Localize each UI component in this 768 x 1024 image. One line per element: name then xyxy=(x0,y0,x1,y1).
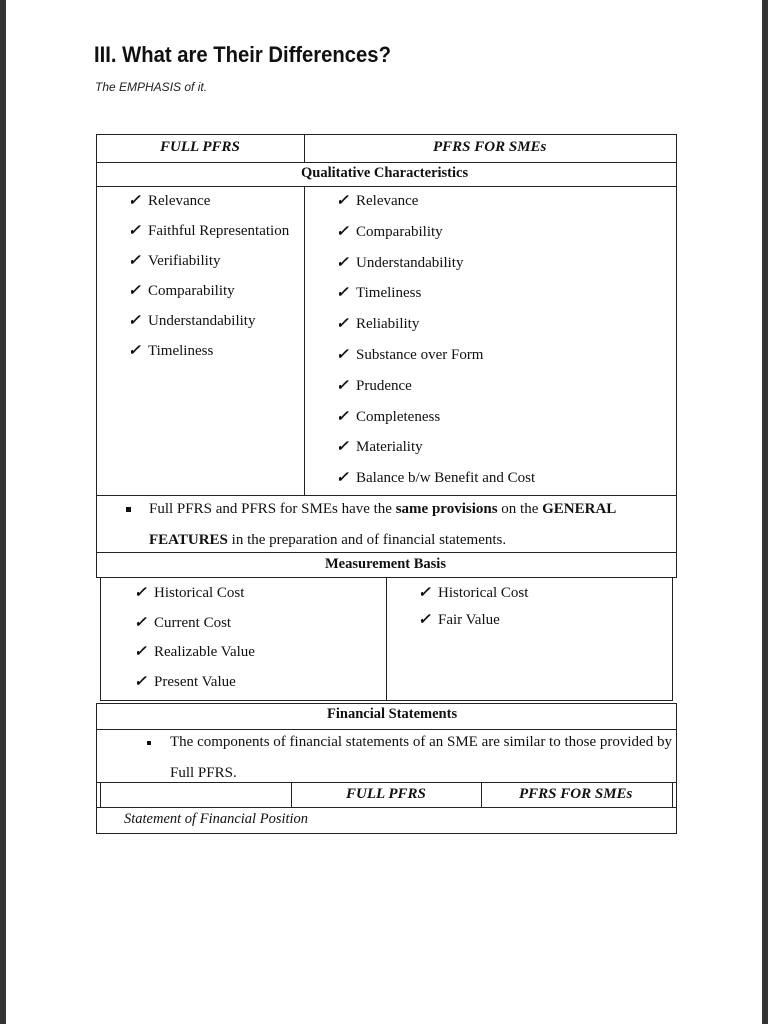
check-icon: ✓ xyxy=(128,283,141,299)
check-icon: ✓ xyxy=(336,347,349,363)
measurement-full-item: ✓ Present Value xyxy=(134,673,236,690)
check-icon: ✓ xyxy=(336,285,349,302)
measurement-full-item: ✓ Historical Cost xyxy=(134,585,245,601)
qualitative-sme-item: ✓ Reliability xyxy=(336,316,420,333)
check-icon: ✓ xyxy=(128,343,141,359)
bullet-icon xyxy=(126,507,131,512)
check-icon: ✓ xyxy=(336,254,349,271)
qualitative-full-item: ✓ Comparability xyxy=(128,283,235,299)
check-icon: ✓ xyxy=(336,223,349,240)
measurement-sme-item: ✓ Historical Cost xyxy=(418,585,529,601)
general-note-text: Full PFRS and PFRS for SMEs have the same provisions on the GENERAL FEATURES in the preparation and of financial statements. xyxy=(149,501,616,548)
qualitative-sme-item: ✓ Materiality xyxy=(336,439,423,456)
section-title-financial: Financial Statements xyxy=(327,706,458,722)
bottom-header-full-pfrs: FULL PFRS xyxy=(346,786,426,802)
row-label-statement-financial-position: Statement of Financial Position xyxy=(124,811,309,827)
check-icon: ✓ xyxy=(336,193,349,209)
page-title: III. What are Their Differences? xyxy=(94,42,391,67)
measurement-full-item: ✓ Realizable Value xyxy=(134,644,255,660)
measurement-full-item: ✓ Current Cost xyxy=(134,614,232,631)
check-icon: ✓ xyxy=(336,408,349,425)
check-icon: ✓ xyxy=(336,377,349,394)
qualitative-sme-item: ✓ Understandability xyxy=(336,254,464,271)
qualitative-full-item: ✓ Relevance xyxy=(128,193,211,209)
check-icon: ✓ xyxy=(134,644,147,660)
check-icon: ✓ xyxy=(128,193,141,209)
check-icon: ✓ xyxy=(128,253,141,269)
check-icon: ✓ xyxy=(128,313,141,329)
column-header-full-pfrs: FULL PFRS xyxy=(160,139,240,155)
check-icon: ✓ xyxy=(134,673,147,690)
qualitative-full-item: ✓ Timeliness xyxy=(128,343,214,359)
qualitative-sme-item: ✓ Comparability xyxy=(336,223,443,240)
check-icon: ✓ xyxy=(134,585,147,601)
bullet-icon xyxy=(147,741,151,745)
qualitative-sme-item: ✓ Relevance xyxy=(336,193,419,209)
check-icon: ✓ xyxy=(336,470,349,487)
qualitative-full-item: ✓ Understandability xyxy=(128,313,256,329)
qualitative-sme-item: ✓ Substance over Form xyxy=(336,347,484,363)
qualitative-full-item: ✓ Verifiability xyxy=(128,253,221,269)
qualitative-sme-item: ✓ Prudence xyxy=(336,377,412,394)
section-title-measurement: Measurement Basis xyxy=(325,556,446,572)
measurement-sme-item: ✓ Fair Value xyxy=(418,612,500,628)
check-icon: ✓ xyxy=(418,612,431,628)
qualitative-sme-item: ✓ Completeness xyxy=(336,408,441,425)
check-icon: ✓ xyxy=(128,223,141,239)
qualitative-full-item: ✓ Faithful Representation xyxy=(128,223,290,239)
qualitative-sme-item: ✓ Timeliness xyxy=(336,285,422,302)
check-icon: ✓ xyxy=(336,316,349,333)
check-icon: ✓ xyxy=(418,585,431,601)
section-title-qualitative: Qualitative Characteristics xyxy=(301,165,469,181)
check-icon: ✓ xyxy=(134,614,147,631)
page-subtitle: The EMPHASIS of it. xyxy=(95,80,208,94)
document-page xyxy=(6,0,762,1024)
column-header-pfrs-smes: PFRS FOR SMEs xyxy=(433,139,547,155)
qualitative-sme-item: ✓ Balance b/w Benefit and Cost xyxy=(336,470,536,487)
financial-note-text: The components of financial statements of an SME are similar to those provided by Full PFRS. xyxy=(170,734,672,781)
check-icon: ✓ xyxy=(336,439,349,456)
bottom-header-pfrs-smes: PFRS FOR SMEs xyxy=(519,786,633,802)
